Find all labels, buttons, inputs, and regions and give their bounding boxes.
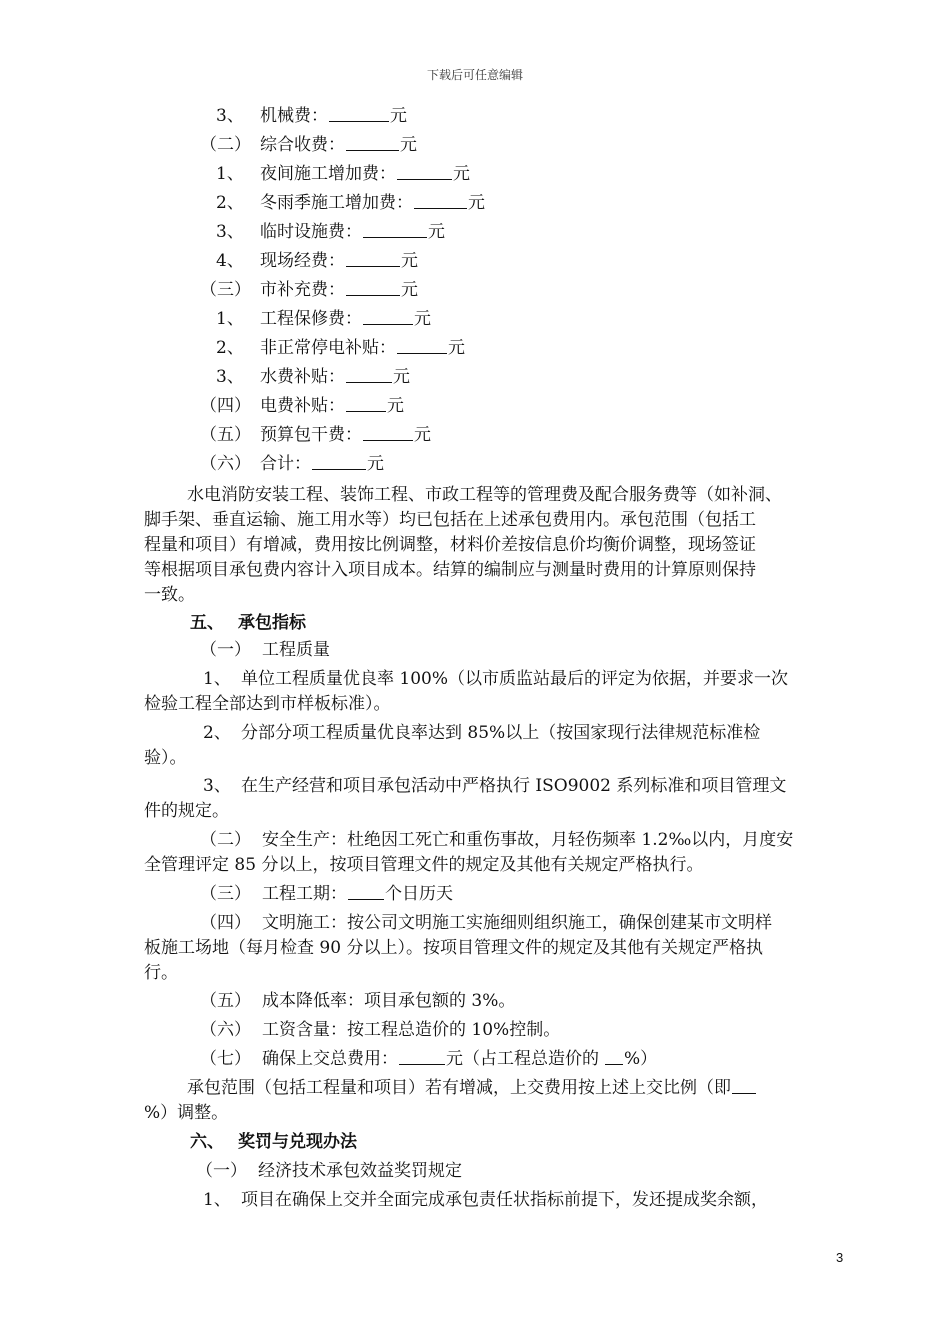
item-number: 2、 — [216, 338, 244, 358]
item-text: 工程质量 — [262, 640, 330, 660]
item-text: 在生产经营和项目承包活动中严格执行 ISO9002 系列标准和项目管理文 — [241, 776, 787, 796]
item-number: 1、 — [203, 669, 231, 689]
fee-item — [200, 133, 417, 157]
quality-item-1 — [203, 667, 788, 691]
item-text: 确保上交总费用： — [262, 1049, 398, 1069]
page-header: 下载后可任意编辑 — [426, 68, 523, 82]
item-text: 文明施工：按公司文明施工实施细则组织施工，确保创建某市文明样 — [262, 913, 772, 933]
section-heading-6 — [190, 1130, 357, 1154]
fee-item — [216, 249, 418, 273]
fee-item — [200, 394, 404, 418]
blank-field[interactable] — [348, 883, 384, 900]
fee-label: 综合收费： — [260, 135, 345, 155]
item-text: 成本降低率：项目承包额的 3%。 — [262, 991, 516, 1011]
item-number: （一） — [196, 1161, 247, 1181]
blank-field[interactable] — [363, 221, 427, 238]
subsection-schedule — [200, 882, 453, 906]
reward-item-1 — [203, 1188, 768, 1212]
unit-label: 元 — [400, 135, 417, 155]
paragraph-line: 脚手架、垂直运输、施工用水等）均已包括在上述承包费用内。承包范围（包括工 — [144, 510, 756, 530]
blank-field[interactable] — [346, 395, 386, 412]
unit-label: %） — [624, 1049, 658, 1069]
page-number: 3 — [836, 1250, 844, 1265]
subsection-safety-cont: 全管理评定 85 分以上，按项目管理文件的规定及其他有关规定严格执行。 — [144, 855, 704, 875]
quality-item-1-cont: 检验工程全部达到市样板标准）。 — [144, 694, 391, 714]
item-text: 工资含量：按工程总造价的 10%控制。 — [262, 1020, 561, 1040]
unit-label: 元 — [401, 280, 418, 300]
subsection-cost-reduction — [200, 989, 515, 1013]
item-number: （四） — [200, 396, 251, 416]
section-number: 六、 — [190, 1132, 224, 1152]
fee-label: 市补充费： — [260, 280, 345, 300]
subsection-civilized-cont: 行。 — [144, 963, 178, 983]
item-number: 1、 — [216, 164, 244, 184]
fee-label: 非正常停电补贴： — [260, 338, 396, 358]
unit-label: 元 — [401, 251, 418, 271]
section-heading-5 — [190, 611, 306, 635]
item-text: 经济技术承包效益奖罚规定 — [258, 1161, 462, 1181]
blank-field[interactable] — [414, 192, 467, 209]
fee-label: 机械费： — [260, 106, 328, 126]
unit-label: 元 — [448, 338, 465, 358]
fee-item — [216, 191, 485, 215]
scope-paragraph-cont: %）调整。 — [144, 1103, 229, 1123]
unit-label: 元 — [390, 106, 407, 126]
paragraph-text: 承包范围（包括工程量和项目）若有增减，上交费用按上述上交比例（即 — [187, 1078, 731, 1098]
item-number: （三） — [200, 884, 251, 904]
section-number: 五、 — [190, 613, 224, 633]
item-text: 元（占工程总造价的 — [446, 1049, 599, 1069]
unit-label: 元 — [453, 164, 470, 184]
blank-field[interactable] — [399, 1048, 445, 1065]
blank-field[interactable] — [397, 337, 447, 354]
fee-item — [200, 452, 384, 476]
subsection-quality — [200, 638, 330, 662]
unit-label: 元 — [414, 309, 431, 329]
fee-item — [216, 336, 465, 360]
item-number: （六） — [200, 454, 251, 474]
quality-item-2-cont: 验）。 — [144, 748, 187, 768]
fee-item — [200, 423, 431, 447]
item-number: 2、 — [216, 193, 244, 213]
item-number: （三） — [200, 280, 251, 300]
section-title: 奖罚与兑现办法 — [238, 1132, 357, 1152]
fee-label: 冬雨季施工增加费： — [260, 193, 413, 213]
fee-label: 现场经费： — [260, 251, 345, 271]
blank-field[interactable] — [363, 424, 413, 441]
scope-paragraph — [187, 1076, 757, 1100]
item-number: （四） — [200, 913, 251, 933]
item-number: 3、 — [216, 106, 244, 126]
item-number: （二） — [200, 830, 251, 850]
subsection-safety — [200, 828, 793, 852]
item-number: 3、 — [203, 776, 231, 796]
quality-item-3 — [203, 774, 786, 798]
fee-item — [216, 220, 445, 244]
item-number: （二） — [200, 135, 251, 155]
unit-label: 元 — [468, 193, 485, 213]
item-number: 2、 — [203, 723, 231, 743]
unit-label: 元 — [387, 396, 404, 416]
blank-field[interactable] — [346, 366, 392, 383]
paragraph-line: 水电消防安装工程、装饰工程、市政工程等的管理费及配合服务费等（如补洞、 — [187, 485, 782, 505]
fee-label: 夜间施工增加费： — [260, 164, 396, 184]
quality-item-2 — [203, 721, 760, 745]
blank-field[interactable] — [732, 1077, 756, 1094]
fee-item — [216, 162, 470, 186]
item-number: 1、 — [216, 309, 244, 329]
unit-label: 元 — [414, 425, 431, 445]
blank-field[interactable] — [329, 105, 389, 122]
blank-field[interactable] — [346, 134, 399, 151]
subsection-civilized — [200, 911, 772, 935]
section-title: 承包指标 — [238, 613, 306, 633]
unit-label: 元 — [393, 367, 410, 387]
fee-label: 电费补贴： — [260, 396, 345, 416]
item-text: 项目在确保上交并全面完成承包责任状指标前提下，发还提成奖余额， — [241, 1190, 768, 1210]
fee-label: 预算包干费： — [260, 425, 362, 445]
item-text: 分部分项工程质量优良率达到 85%以上（按国家现行法律规范标准检 — [241, 723, 761, 743]
blank-field[interactable] — [346, 279, 400, 296]
subsection-civilized-cont: 板施工场地（每月检查 90 分以上）。按项目管理文件的规定及其他有关规定严格执 — [144, 938, 763, 958]
subsection-wage — [200, 1018, 560, 1042]
fee-item — [200, 278, 418, 302]
blank-field[interactable] — [312, 453, 366, 470]
item-text: 单位工程质量优良率 100%（以市质监站最后的评定为依据，并要求一次 — [241, 669, 789, 689]
fee-label: 临时设施费： — [260, 222, 362, 242]
fee-item — [216, 307, 431, 331]
item-number: 3、 — [216, 367, 244, 387]
paragraph-line: 程量和项目）有增减，费用按比例调整，材料价差按信息价均衡价调整，现场签证 — [144, 535, 756, 555]
fee-label: 合计： — [260, 454, 311, 474]
item-number: （六） — [200, 1020, 251, 1040]
blank-field[interactable] — [363, 308, 413, 325]
item-number: 3、 — [216, 222, 244, 242]
blank-field[interactable] — [346, 250, 400, 267]
paragraph-line: 一致。 — [144, 585, 195, 605]
fee-label: 水费补贴： — [260, 367, 345, 387]
item-number: （五） — [200, 991, 251, 1011]
subsection-reward — [196, 1159, 462, 1183]
fee-item — [216, 365, 410, 389]
fee-label: 工程保修费： — [260, 309, 362, 329]
blank-field[interactable] — [397, 163, 452, 180]
quality-item-3-cont: 件的规定。 — [144, 801, 229, 821]
unit-label: 个日历天 — [385, 884, 453, 904]
subsection-total-fee — [200, 1047, 657, 1071]
item-number: （五） — [200, 425, 251, 445]
item-number: 1、 — [203, 1190, 231, 1210]
item-text: 安全生产：杜绝因工死亡和重伤事故，月轻伤频率 1.2‰以内，月度安 — [262, 830, 794, 850]
fee-item — [216, 104, 407, 128]
item-number: （七） — [200, 1049, 251, 1069]
item-number: 4、 — [216, 251, 244, 271]
item-number: （一） — [200, 640, 251, 660]
paragraph-line: 等根据项目承包费内容计入项目成本。结算的编制应与测量时费用的计算原则保持 — [144, 560, 756, 580]
unit-label: 元 — [367, 454, 384, 474]
item-text: 工程工期： — [262, 884, 347, 904]
blank-field[interactable] — [605, 1048, 623, 1065]
unit-label: 元 — [428, 222, 445, 242]
